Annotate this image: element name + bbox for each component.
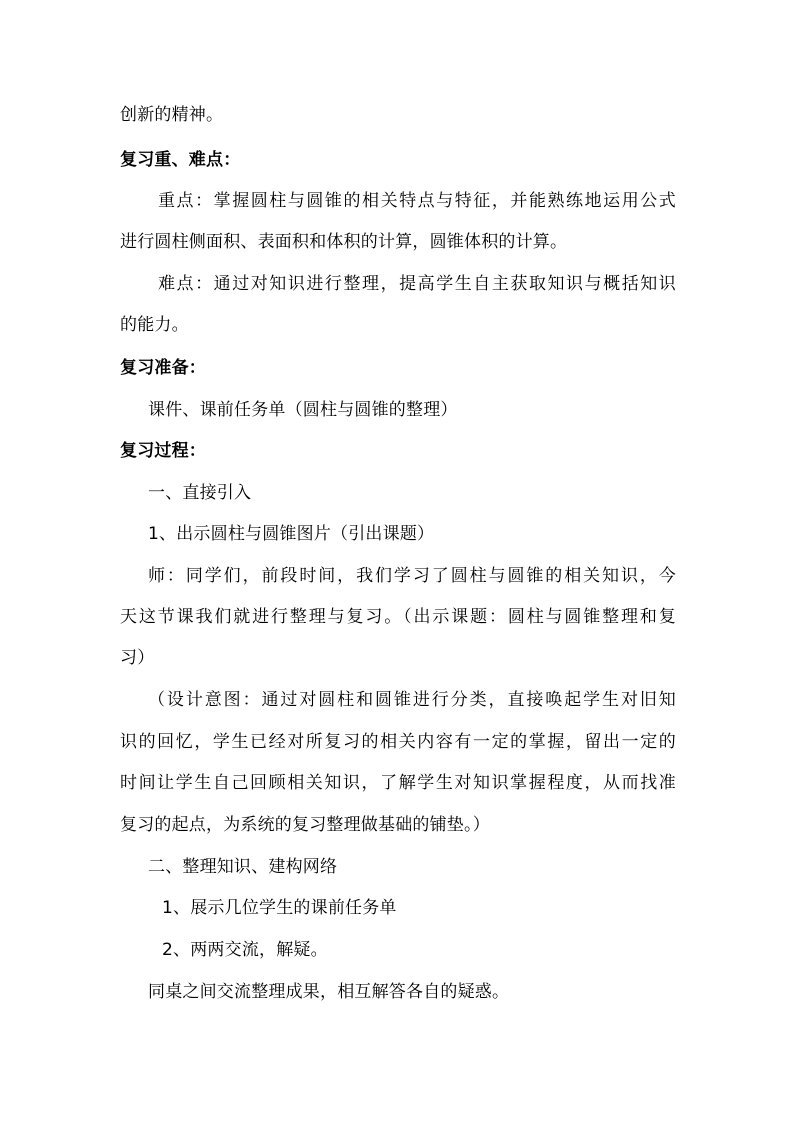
teacher-line-2: 天这节课我们就进行整理与复习。（出示课题：圆柱与圆锥整理和复: [120, 607, 676, 627]
intro-tail-text: 创新的精神。: [120, 105, 224, 125]
section-1-title: 一、直接引入: [148, 483, 252, 503]
process-heading: 复习过程：: [120, 441, 206, 461]
design-intent-line-1: （设计意图：通过对圆柱和圆锥进行分类，直接唤起学生对旧知: [148, 690, 676, 710]
preparation-heading: 复习准备：: [120, 358, 206, 378]
step-1: 1、出示圆柱与圆锥图片（引出课题）: [148, 524, 435, 544]
design-intent-line-2: 识的回忆，学生已经对所复习的相关内容有一定的掌握，留出一定的: [120, 732, 676, 752]
difficulty-line-1: 难点：通过对知识进行整理，提高学生自主获取知识与概括知识: [158, 274, 676, 294]
focus-line-2: 进行圆柱侧面积、表面积和体积的计算，圆锥体积的计算。: [120, 232, 568, 252]
key-points-heading: 复习重、难点：: [120, 150, 241, 170]
preparation-text: 课件、课前任务单（圆柱与圆锥的整理）: [148, 400, 458, 420]
difficulty-line-2: 的能力。: [120, 315, 189, 335]
design-intent-line-4: 复习的起点，为系统的复习整理做基础的铺垫。）: [120, 815, 490, 835]
design-intent-line-3: 时间让学生自己回顾相关知识，了解学生对知识掌握程度，从而找准: [120, 773, 676, 793]
desk-exchange-text: 同桌之间交流整理成果，相互解答各自的疑惑。: [148, 982, 510, 1002]
step-2-2: 2、两两交流，解疑。: [162, 940, 328, 960]
teacher-line-3: 习）: [120, 648, 155, 668]
section-2-title: 二、整理知识、建构网络: [148, 857, 338, 877]
teacher-line-1: 师：同学们，前段时间，我们学习了圆柱与圆锥的相关知识，今: [148, 566, 676, 586]
focus-line-1: 重点：掌握圆柱与圆锥的相关特点与特征，并能熟练地运用公式: [158, 191, 676, 211]
step-2-1: 1、展示几位学生的课前任务单: [162, 898, 397, 918]
